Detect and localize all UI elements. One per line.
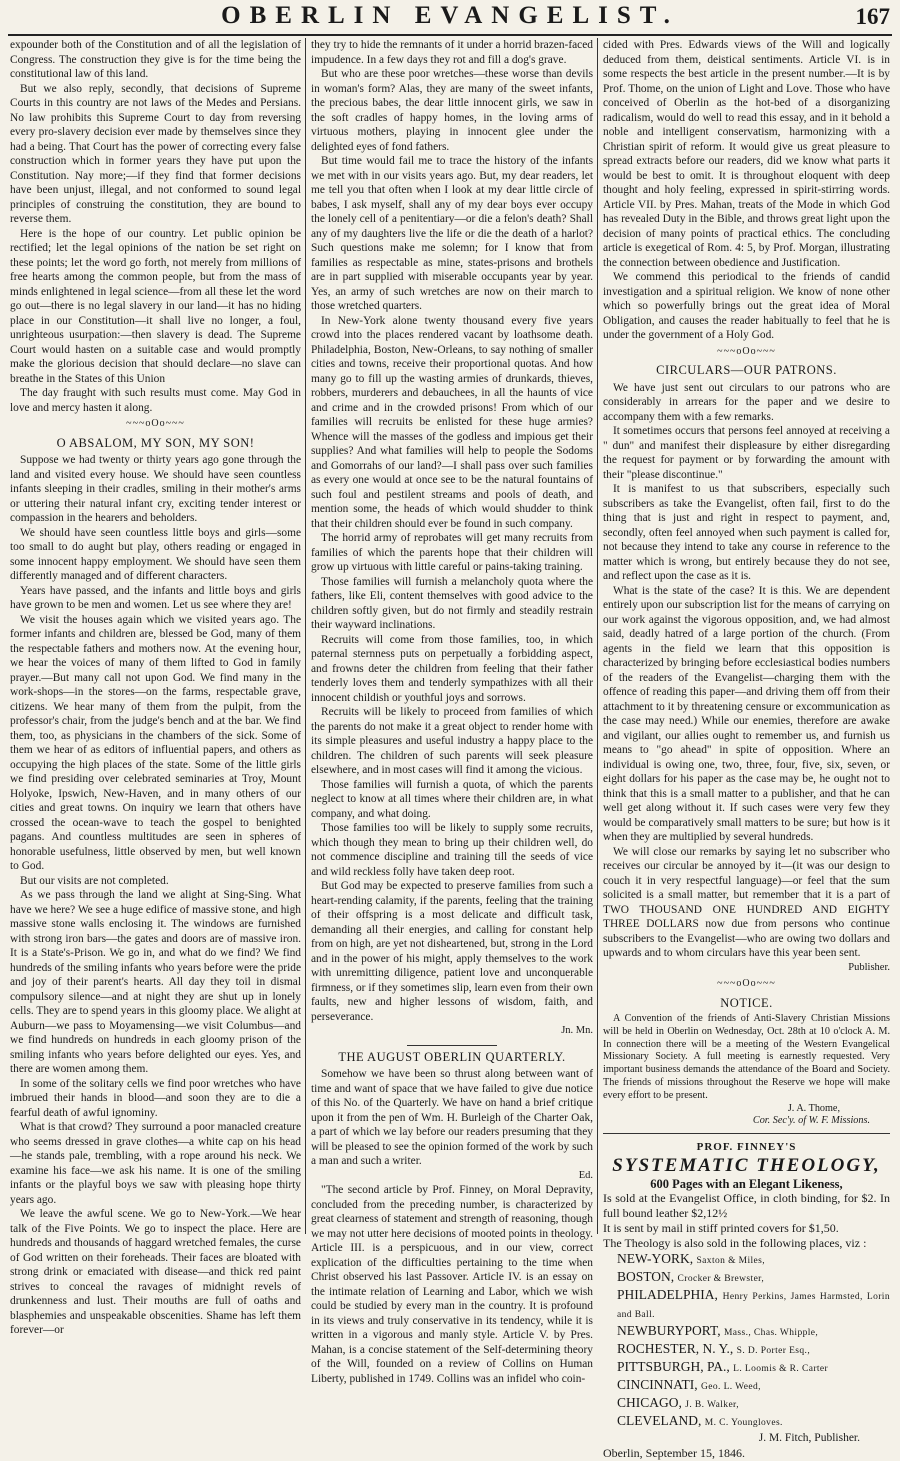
- ad-paragraph: The Theology is also sold in the following places, viz :: [603, 1236, 867, 1251]
- page-number: 167: [855, 4, 890, 29]
- column-3: [603, 38, 890, 1460]
- paragraph: What is the state of the case? It is this. We are dependent entirely upon our subscription list for the means of carrying on our work against the vigorous opposition, and, we had almost said, deadly hatred of a large portion of the church. (From agents in the field we learn that this opposition is characterized by bringing before ecclesiastical bodies numbers of the readers of the Evangelist—charging them with the offence of reading this paper—and driving them off from their attachment to it by threatening censure or excommunication as the case may need.) While our enemies, therefore are awake and vigilant, our allies ought to remember us, and furnish us means to "go ahead" in spite of opposition. Where an individual is owing one, two, three, four, five, six, seven, or eight dollars for his paper as the case may be, he ought not to think that this is a small matter to a publisher, and that he can well get along without it. If such cases were very few they would be comparatively small matters to be sure; but how is it when they are multiplied by several hundreds.: [603, 584, 890, 843]
- ornament-divider: ~~~oOo~~~: [717, 345, 776, 357]
- masthead: OBERLIN EVANGELIST.: [221, 2, 679, 29]
- paragraph: We will close our remarks by saying let no subscriber who receives our circular be annoyed by it—(it was our design to couch it in very respectful language)—or feel that the sum solicited is a small matter, but remember that it is a part of TWO THOUSAND ONE HUNDRED AND EIGHTY THREE DOLLARS now due from persons who continue subscribers to the Evangelist—who are owing two dollars and upwards and to whom circulars have this year been sent.: [603, 845, 890, 959]
- paragraph: Years have passed, and the infants and little boys and girls have grown to be men and women. Let us see where they are!: [10, 584, 301, 611]
- ad-title: SYSTEMATIC THEOLOGY,: [612, 1154, 881, 1176]
- page-header: [0, 0, 900, 36]
- paragraph: In New-York alone twenty thousand every five years crowd into the places rendered vacant by loathsome death. Philadelphia, Boston, New-Orleans, to say nothing of smaller cities and towns, receive their proportional quotas. And how many go to fill up the wasting armies of drunkards, thieves, robbers, murderers and debauchees, in all the haunts of vice and crime and in the crowded prisons! From which of our families will recruits be enlisted for these huge armies? Whence will the masses of the godless and impious get their supplies? And what families will help to people the Sodoms and Gomorrahs of our land?—I shall pass over such families as every one would at once see to be the natural fountains of such foul and pestilent streams and pools of death, and mention some, the heads of which would shudder to think that their children should ever be found in such company.: [311, 314, 593, 530]
- paragraph: As we pass through the land we alight at Sing-Sing. What have we here? We see a huge edifice of massive stone, and high massive stone walls enclosing it. The windows are furnished with strong iron bars—the gates and doors are of massive iron. It is a State's-Prison. We go in, and what do we find? We find hundreds of the smiling infants who years before were the pride and joy of their parent's hearts. All day they toil in dismal compulsory silence—and at night they are shut up in lonely cells. They are to spend years in this gloomy place. We alight at Auburn—we pass to Moyamensing—we visit Columbus—and we find hundreds on hundreds in each gloomy prison of the smiling infants who years before delighted our eyes. Yes, and there are women among them.: [10, 889, 302, 1075]
- column-2: [311, 38, 593, 1385]
- paragraph: It sometimes occurs that persons feel annoyed at receiving a " dun" and manifest their displeasure by either disregarding the request for payment or by forwarding the amount with their "please discontinue.": [603, 425, 890, 481]
- notice-signature-title: Cor. Sec'y. of W. F. Missions.: [752, 1115, 870, 1127]
- list-item: NEWBURYPORT, Mass., Chas. Whipple,: [617, 1323, 819, 1339]
- ad-city-list: [603, 1251, 890, 1431]
- paragraph: The day fraught with such results must come. May God in love and mercy hasten it along.: [10, 387, 301, 414]
- ornament-divider: ~~~oOo~~~: [717, 978, 776, 989]
- list-item: CHICAGO, J. B. Walker,: [617, 1395, 740, 1411]
- paragraph: Recruits will be likely to proceed from families of which the parents do not make it a great object to render home with its simple pleasures and useful industry a happy place to the children. The children of such parents will seek pleasure elsewhere, and in most cases will find it among the vicious.: [311, 706, 593, 776]
- ad-signature: J. M. Fitch, Publisher.: [758, 1432, 860, 1445]
- author-signature: Jn. Mn.: [561, 1025, 593, 1036]
- paragraph: "The second article by Prof. Finney, on Moral Depravity, concluded from the preceding number, is characterized by great clearness of statement and strength of reasoning, though we may not utter here decisions of mooted points in theology. Article III. is a perspicuous, and in our view, correct explication of the difficulties pertaining to the time when Christ observed his last Passover. Article IV. is an essay on the intimate relation of Learning and Labor, which we wish could be studied by every man in the country. It is profound in its views and truly conservative in its tendency, while it is written in a vigorous and manly style. Article V. by Pres. Mahan, is a concise statement of the Self-determining theory of the Will, founded on a review of Collins on Human Liberty, published in 1749. Collins was an infidel who coin-: [311, 1184, 593, 1385]
- paragraph: But God may be expected to preserve families from such a heart-rending calamity, if the parents, feeling that the training of their offspring is a most delicate and difficult task, demanding all their energies, and calling for constant help from on high, are yet not disheartened, but, strong in the Lord and in the power of his might, apply themselves to the work with unremitting diligence, patient love and unconquerable firmness, or if they sometimes slip, learn even from their own faults, new and higher lessons of wisdom, faith, and perseverance.: [311, 880, 593, 1023]
- paragraph: What is that crowd? They surround a poor manacled creature who seems dressed in grave clothes—a white cap on his head—he stands pale, trembling, with a rope around his neck. We examine his face—we ask his name. It is one of the smiling infants or the playful boys we saw with pleasing hope thirty years ago.: [10, 1121, 301, 1206]
- ad-paragraph: Is sold at the Evangelist Office, in cloth binding, for $2. In full bound leather $2,12½: [603, 1191, 890, 1221]
- paragraph: Recruits will come from those families, too, in which paternal sternness puts on perpetually a forbidding aspect, and frowns deter the children from feeling that their father tenderly loves them and tenderly sympathizes with all their innocent childish or youthful joys and sorrows.: [311, 633, 593, 704]
- paragraph: In some of the solitary cells we find poor wretches who have imbrued their hands in blood—and soon they are to die a fearful death of awful ignominy.: [10, 1077, 301, 1119]
- paragraph: Those families too will be likely to supply some recruits, which though they mean to bring up their children well, do not commence discipline and training till the seeds of vice and wild reckless folly have taken deep root.: [311, 822, 593, 878]
- article-title-notice: NOTICE.: [720, 995, 773, 1010]
- paragraph: But we also reply, secondly, that decisions of Supreme Courts in this country are not laws of the Medes and Persians. No law prohibits this Supreme Court to day from reversing every pro-slavery decision ever made by themselves since they had a being. That Court has the power of correcting every false construction which in former years they have put upon the Constitution. Nay more;—if they find that former decisions have been unjust, illegal, and not conformed to sound legal principles of construing the constitution, they are bound to reverse them.: [10, 82, 301, 225]
- paragraph: We commend this periodical to the friends of candid investigation and a spiritual religion. We know of none other which so powerfully brings out the great idea of Moral Obligation, and causes the reader habitually to feel that he is under the government of a Holy God.: [603, 271, 890, 341]
- paragraph: We have just sent out circulars to our patrons who are considerably in arrears for the paper and we desire to accompany them with a few remarks.: [603, 381, 890, 423]
- paragraph: Here is the hope of our country. Let public opinion be rectified; let the legal opinions of the nation be set right on these points; let the word go forth, not merely from millions of free hearts among the common people, but from the mass of minds enlightened in legal science—from all these let the word go out—there is no legal slavery in our land—it has no hiding place in our Constitution—it shall live no longer, a foul, unrighteous usurpation:—then slavery is dead. The Supreme Court would hasten on a suitable case and would promptly make the glorious decision that should declare—no slave can breathe in the States of this Union: [10, 227, 301, 385]
- list-item: PITTSBURGH, PA., L. Loomis & R. Carter: [617, 1359, 829, 1375]
- article-title-quarterly: THE AUGUST OBERLIN QUARTERLY.: [338, 1049, 566, 1064]
- paragraph: Those families will furnish a melancholy quota where the fathers, like Eli, content themselves with good advice to the children softly given, but do not firmly and steadily restrain their wayward inclinations.: [311, 575, 593, 631]
- list-item: ROCHESTER, N. Y., S. D. Porter Esq.,: [617, 1341, 811, 1357]
- paragraph: But our visits are not completed.: [20, 874, 169, 887]
- paragraph: expounder both of the Constitution and of all the legislation of Congress. The construction they give is for the time being the constitutional law of this land.: [10, 39, 301, 80]
- column-divider: [305, 38, 306, 1234]
- paragraph: We visit the houses again which we visited years ago. The former infants and children are, blessed be God, many of them the respectable fathers and mothers now. At the evening hour, we hear the voices of many of them lifted to God in family prayer.—But many call not upon God. We find many in the work-shops—in the stores—on the farms, respectable grave, citizens. We hear many of them from the pulpit, from the professor's chair, from the judge's bench and at the bar. We find them, too, as physicians in the chambers of the sick. Some of them we hear of as editors of influential papers, and others as occupying the high places of the state. Some of the little girls we find presiding over celebrated seminaries at Troy, Mount Holyoke, Ipswich, New-Haven, and in many others of our cities and great towns. On inquiry we learn that others have crossed the ocean-wave to teach the gospel to benighted pagans. And countless multitudes are seen in spheres of honorable usefulness, little observed by men, but well known to God.: [10, 613, 301, 872]
- list-item: NEW-YORK, Saxton & Miles,: [617, 1251, 766, 1267]
- paragraph: cided with Pres. Edwards views of the Will and logically deduced from them, deistical sentiments. Article VI. is in some respects the best article in the present number.—It is by Prof. Thome, on the union of Light and Love. Those who have conceived of Oberlin as the hot-bed of a disorganizing radicalism, would do well to read this essay, and in it behold a noble and intelligent conservatism, harmonizing with a Christian spirit of reform. It would give us great pleasure to spread extracts before our readers, did we know what parts it would be best to omit. It is throughout eloquent with deep thought and holy feeling, expressed in spirit-stirring words. Article VII. by Pres. Mahan, treats of the Mode in which God has revealed Duty in the Bible, and throws great light upon the decision of many points of practical ethics. The concluding article is exegetical of Rom. 4: 5, by Prof. Morgan, illustrating the connection between obedience and Justification.: [603, 39, 890, 269]
- header-rule: [8, 34, 892, 36]
- ad-subtitle: 600 Pages with an Elegant Likeness,: [650, 1176, 843, 1191]
- paragraph: Somehow we have been so thrust along between want of time and want of space that we have failed to give due notice of this No. of the Quarterly. We have on hand a brief critique upon it from the pen of Wm. H. Burleigh of the Charter Oak, a part of which we lay before our readers presuming that they will be pleased to see the opinion formed of the work by such a man and such a writer.: [311, 1068, 593, 1167]
- editor-signature: Ed.: [578, 1169, 593, 1181]
- article-title-absalom: O ABSALOM, MY SON, MY SON!: [56, 435, 255, 450]
- section-rule: [603, 1133, 890, 1134]
- list-item: CLEVELAND, M. C. Youngloves.: [617, 1413, 783, 1429]
- publisher-signature: Publisher.: [848, 961, 890, 973]
- paragraph: We should have seen countless little boys and girls—some too small to do aught but play, others reading or engaged in some innocent happy employment. We should have seen them differently managed and of different characters.: [10, 526, 301, 582]
- column-1: [10, 38, 302, 1336]
- ad-date: Oberlin, September 15, 1846.: [603, 1445, 745, 1460]
- list-item: BOSTON, Crocker & Brewster,: [617, 1269, 765, 1285]
- ad-paragraph: It is sent by mail in stiff printed covers for $1,50.: [603, 1221, 839, 1236]
- paragraph: But who are these poor wretches—these worse than devils in woman's form? Alas, they are many of the sweet infants, the precious babes, the dear little innocent girls, we saw in the soft cradles of happy homes, in the loving arms of virtuous mothers, playing in innocent glee under the delighted eyes of fond fathers.: [311, 68, 593, 153]
- list-item: CINCINNATI, Geo. L. Weed,: [617, 1377, 761, 1393]
- paragraph: It is manifest to us that subscribers, especially such subscribers as take the Evangelist, often fail, first to do the thing that is just and right in respect to payment, and, secondly, often feel annoyed when such payment is called for, not because they intend to take any course in reference to the matter which is wrong, but entirely because they do not see, and reflect upon the case as it is.: [603, 483, 890, 582]
- ad-heading: PROF. FINNEY'S: [696, 1141, 797, 1154]
- paragraph: But time would fail me to trace the history of the infants we met with in our visits years ago. But, my dear readers, let me tell you that often when I look at my dear little circle of babes, I ask myself, shall any of my dear boys ever occupy the lonely cell of a penitentiary—or die a felon's death? Shall any of my daughters live the life or die the death of a harlot? Such questions make me solemn; for I know that from families as respectable as mine, states-prisons and brothels are in part supplied with miserable occupants year by year. Yes, an army of such wretches are now on their march to those wretched quarters.: [311, 155, 593, 312]
- section-rule: [407, 1045, 497, 1046]
- list-item: PHILADELPHIA, Henry Perkins, James Harmsted, Lorin and Ball.: [617, 1287, 890, 1321]
- paragraph: Suppose we had twenty or thirty years ago gone through the land and visited every house. We should have seen countless infants sleeping in their cradles, smiling in their mother's arms or uttering their natural infant cry, exciting tender interest or compassion in the hearers and beholders.: [10, 454, 301, 524]
- column-divider: [597, 38, 598, 1234]
- notice-paragraph: A Convention of the friends of Anti-Slavery Christian Missions will be held in Oberlin on Wednesday, Oct. 28th at 10 o'clock A. M. In connection there will be a meeting of the Western Evangelical Missionary Society. A full meeting is earnestly requested. Very important business demands the attendance of the Board and Society. The friends of missions throughout the Reserve we hope will make every effort to be present.: [603, 1013, 890, 1101]
- article-title-circulars: CIRCULARS—OUR PATRONS.: [656, 363, 837, 377]
- ornament-divider: ~~~oOo~~~: [126, 418, 185, 429]
- paragraph: Those families will furnish a quota, of which the parents neglect to know at all times where their children are, in what company, and what doing.: [311, 778, 593, 820]
- notice-signature: J. A. Thome,: [787, 1102, 840, 1114]
- paragraph: We leave the awful scene. We go to New-York.—We hear talk of the Five Points. We go to inspect the place. Here are hundreds and thousands of haggard wretched females, the curse of God written on their foreheads. Their faces are bloated with strong drink or emaciated with disease—and thick red paint strives to conceal the ravages of midnight revels of drunkenness and lust. Their mouths are full of oaths and blasphemies and unspeakable obscenities. Shame has left them forever—or: [10, 1208, 301, 1336]
- paragraph: they try to hide the remnants of it under a horrid brazen-faced impudence. In a few days they rot and fill a dog's grave.: [311, 39, 593, 66]
- paragraph: The horrid army of reprobates will get many recruits from families of which the parents hope that their children will grow up virtuous with little careful or pains-taking training.: [311, 532, 593, 573]
